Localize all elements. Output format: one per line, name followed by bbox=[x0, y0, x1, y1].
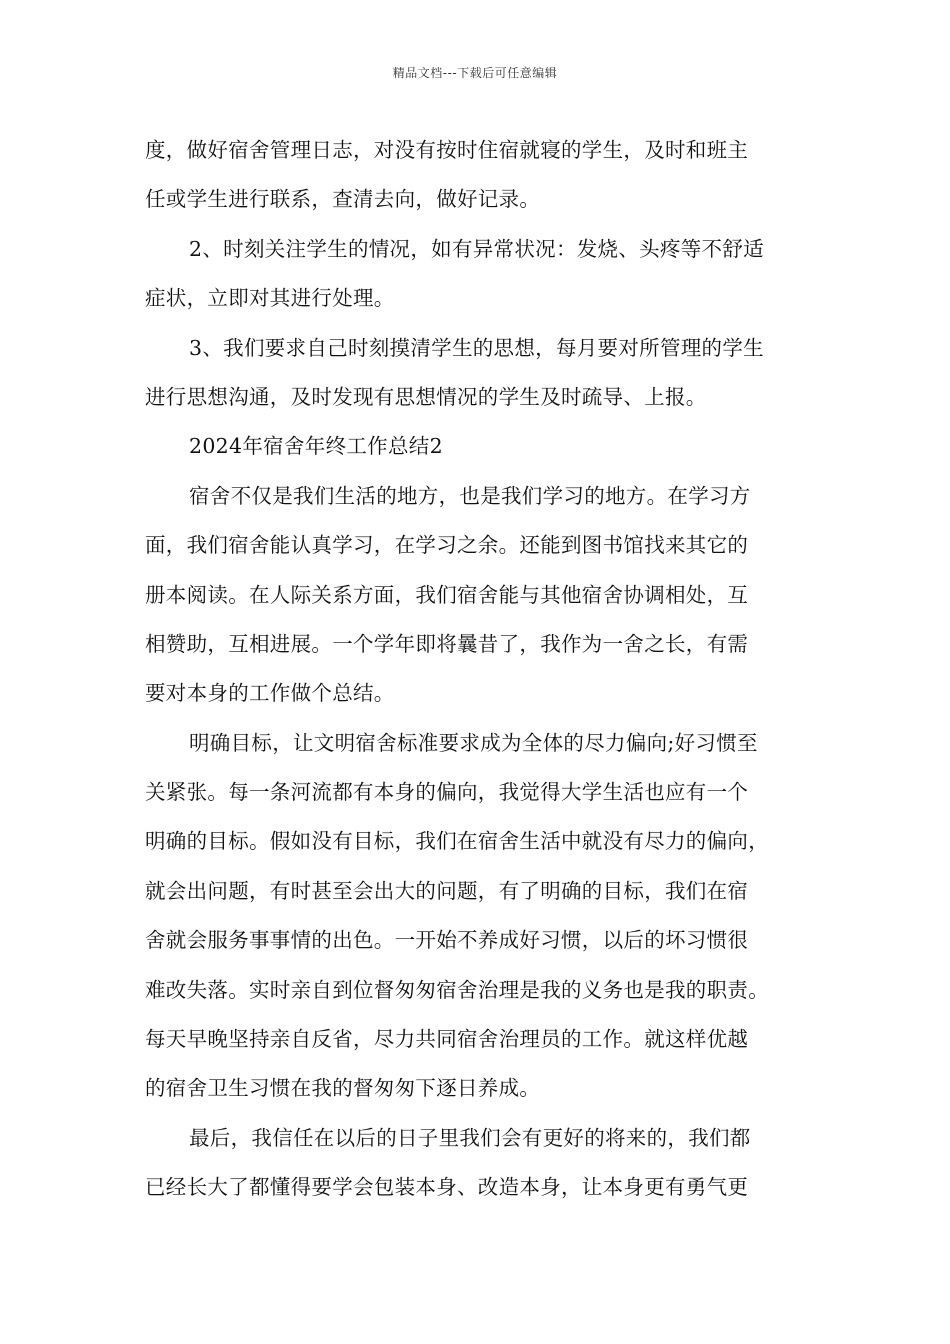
page-header: 精品文档---下载后可任意编辑 bbox=[392, 66, 558, 80]
text-line: 度，做好宿舍管理日志，对没有按时住宿就寝的学生，及时和班主 bbox=[145, 138, 749, 162]
text-line: 症状，立即对其进行处理。 bbox=[145, 286, 395, 311]
text-line: 关紧张。每一条河流都有本身的偏向，我觉得大学生活也应有一个 bbox=[145, 780, 749, 805]
text-line: 的宿舍卫生习惯在我的督匆匆下逐日养成。 bbox=[145, 1076, 541, 1101]
text-line: 每天早晚坚持亲自反省，尽力共同宿舍治理员的工作。就这样优越 bbox=[145, 1027, 749, 1052]
text-line: 就会出问题，有时甚至会出大的问题，有了明确的目标，我们在宿 bbox=[145, 878, 749, 903]
text-line: 已经长大了都懂得要学会包装本身、改造本身，让本身更有勇气更 bbox=[145, 1175, 749, 1200]
text-line: 相赞助，互相进展。一个学年即将曩昔了，我作为一舍之长，有需 bbox=[145, 631, 749, 656]
text-line: 面，我们宿舍能认真学习，在学习之余。还能到图书馆找来其它的 bbox=[145, 533, 749, 558]
text-line: 3、我们要求自己时刻摸清学生的思想，每月要对所管理的学生 bbox=[189, 335, 764, 360]
text-line: 最后，我信任在以后的日子里我们会有更好的将来的，我们都 bbox=[189, 1125, 751, 1150]
section-heading: 2024年宿舍年终工作总结2 bbox=[189, 434, 443, 459]
text-line: 要对本身的工作做个总结。 bbox=[145, 681, 395, 706]
text-line: 宿舍不仅是我们生活的地方，也是我们学习的地方。在学习方 bbox=[189, 483, 751, 508]
text-line: 册本阅读。在人际关系方面，我们宿舍能与其他宿舍协调相处，互 bbox=[145, 582, 749, 607]
text-line: 进行思想沟通，及时发现有思想情况的学生及时疏导、上报。 bbox=[145, 384, 707, 409]
text-line: 舍就会服务事事情的出色。一开始不养成好习惯，以后的坏习惯很 bbox=[145, 928, 749, 953]
text-line: 任或学生进行联系，查清去向，做好记录。 bbox=[145, 187, 541, 212]
text-line: 难改失落。实时亲自到位督匆匆宿舍治理是我的义务也是我的职责。 bbox=[145, 977, 769, 1002]
text-line: 明确的目标。假如没有目标，我们在宿舍生活中就没有尽力的偏向， bbox=[145, 829, 769, 854]
text-line: 明确目标，让文明宿舍标准要求成为全体的尽力偏向;好习惯至 bbox=[189, 730, 758, 755]
document-body bbox=[145, 126, 815, 1213]
text-line: 2、时刻关注学生的情况，如有异常状况：发烧、头疼等不舒适 bbox=[189, 236, 764, 261]
